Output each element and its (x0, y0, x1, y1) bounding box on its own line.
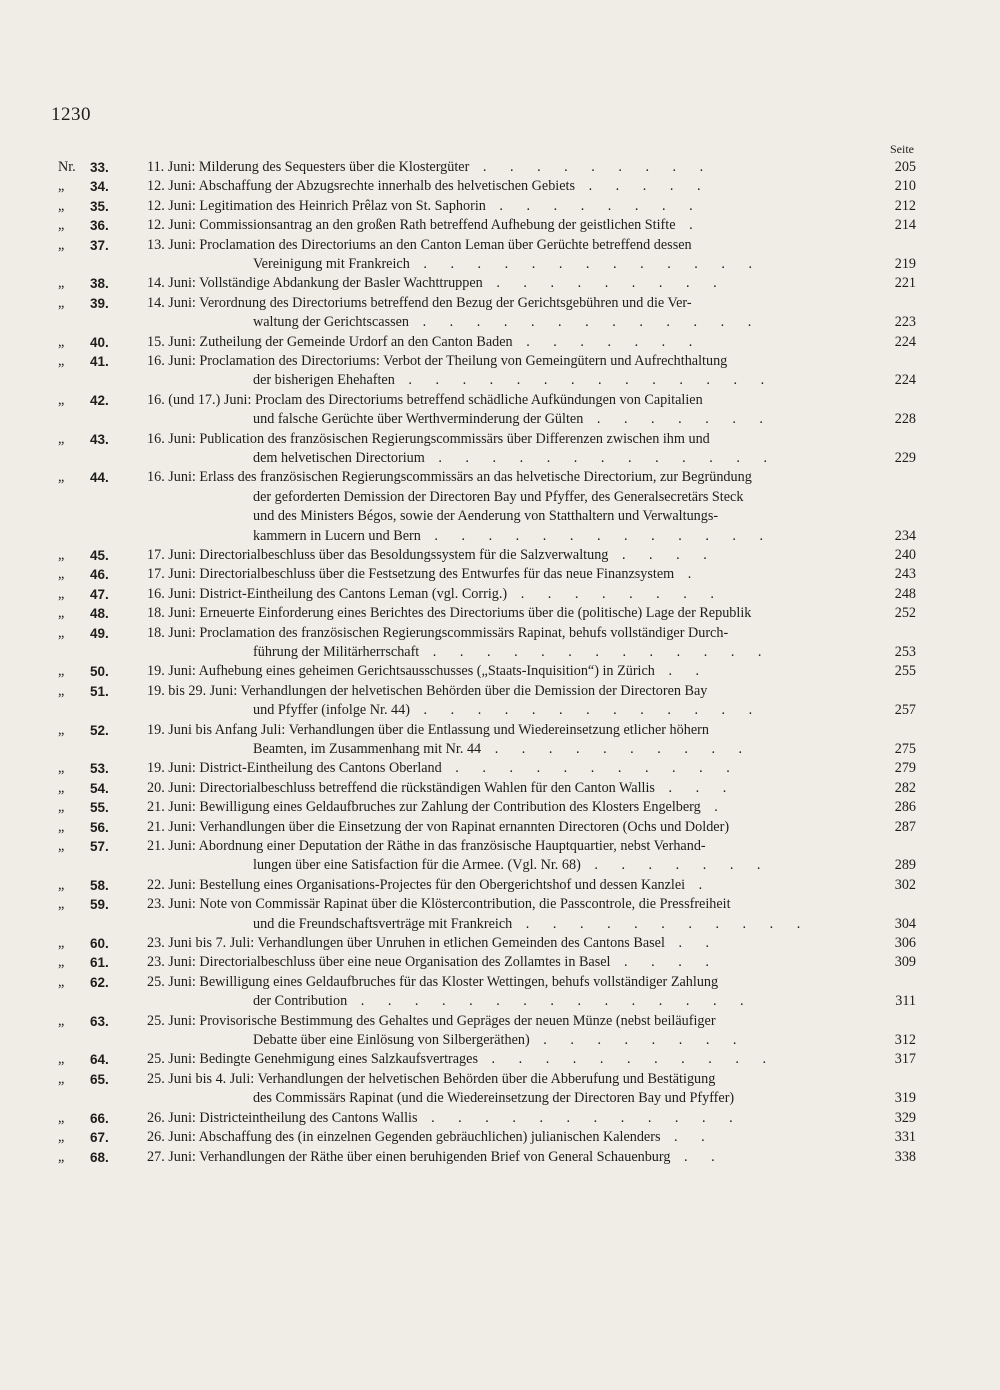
entry-title-text: 17. Juni: Directorialbeschluss über die Festsetzung des Entwurfes für das neue Finanzsystem (147, 566, 675, 583)
entry-prefix: „ (58, 178, 65, 195)
entry-page-number: 302 (894, 876, 916, 893)
entry-title-text: der Contribution (253, 993, 348, 1010)
leader-dots: . . . . . . . . . . . . . . (394, 372, 775, 389)
entry-number: 66. (90, 1110, 109, 1126)
entry-title-text: 26. Juni: Abschaffung des (in einzelnen Gegenden gebräuchlichen) julianischen Kalenders (147, 1129, 661, 1146)
entry-page-number: 306 (894, 935, 916, 952)
entry-page-number: 317 (894, 1051, 916, 1068)
toc-entry (0, 895, 1000, 934)
entry-title-text: 15. Juni: Zutheilung der Gemeinde Urdorf an den Canton Baden (147, 333, 513, 350)
entry-title-line (147, 546, 853, 565)
entry-prefix: „ (58, 275, 65, 292)
entry-title-text: und falsche Gerüchte über Werthverminderung der Gülten (253, 411, 584, 428)
entry-number: 39. (90, 295, 109, 311)
entry-prefix: „ (58, 799, 65, 816)
entry-title-line (147, 604, 853, 623)
entry-page-number: 287 (894, 818, 916, 835)
entry-prefix: „ (58, 430, 65, 447)
entry-page-number: 219 (894, 256, 916, 273)
entry-prefix: „ (58, 779, 65, 796)
entry-prefix: „ (58, 624, 65, 641)
entry-title-text: 21. Juni: Verhandlungen über die Einsetzung der von Rapinat ernannten Directoren (Ochs und Dolder) (147, 818, 730, 835)
entry-prefix: „ (58, 391, 65, 408)
toc-entry (0, 352, 1000, 391)
entry-title-line (147, 391, 853, 410)
entry-title-line (147, 818, 853, 837)
entry-title-text: 19. Juni: Aufhebung eines geheimen Gerichtsausschusses („Staats-Inquisition“) in Zürich (147, 663, 655, 680)
entry-page-number: 309 (894, 954, 916, 971)
entry-title-line (147, 507, 853, 526)
entry-page-number: 312 (894, 1032, 916, 1049)
entry-title-text: 13. Juni: Proclamation des Directoriums an den Canton Leman über Gerüchte betreffend dessen (147, 236, 692, 253)
entry-title-line (147, 313, 853, 332)
leader-dots: . (674, 566, 702, 583)
entry-page-number: 282 (894, 779, 916, 796)
toc-entry (0, 759, 1000, 778)
entry-title-line (147, 333, 853, 352)
entry-number: 35. (90, 198, 109, 214)
entry-title-line (147, 643, 853, 662)
leader-dots: . . . . . . . . . . . . . (409, 314, 762, 331)
entry-number: 65. (90, 1071, 109, 1087)
entry-title-line (147, 682, 853, 701)
entry-page-number: 289 (894, 857, 916, 874)
toc-entry (0, 798, 1000, 817)
entry-title-text: 19. bis 29. Juni: Verhandlungen der helvetischen Behörden über die Demission der Directoren Bay (147, 682, 708, 699)
entry-title-text: 16. Juni: Proclamation des Directoriums: Verbot der Theilung von Gemeingütern und Aufrechthaltung (147, 353, 728, 370)
entry-number: 38. (90, 276, 109, 292)
toc-entry (0, 934, 1000, 953)
entry-number: 34. (90, 179, 109, 195)
entry-prefix: „ (58, 818, 65, 835)
entry-number: 33. (90, 160, 109, 175)
toc-entry (0, 333, 1000, 352)
leader-dots: . . . . . . . . . . (481, 741, 753, 758)
entry-number: 52. (90, 722, 109, 738)
entry-title-line (147, 740, 853, 759)
leader-dots: . . . . . . . . . (482, 275, 727, 292)
entry-title-line (147, 759, 853, 778)
toc-entry (0, 779, 1000, 798)
entry-title-text: 21. Juni: Bewilligung eines Geldaufbruches zur Zahlung der Contribution des Klosters Engelberg (147, 799, 701, 816)
entry-number: 60. (90, 936, 109, 952)
entry-number: 68. (90, 1149, 109, 1165)
entry-page-number: 234 (894, 527, 916, 544)
entry-title-line (147, 527, 853, 546)
entry-number: 55. (90, 800, 109, 816)
toc-entry (0, 1050, 1000, 1069)
entry-number: 54. (90, 780, 109, 796)
entry-title-line (147, 449, 853, 468)
entry-title-line (147, 798, 853, 817)
entry-prefix: „ (58, 682, 65, 699)
entry-title-text: 19. Juni: District-Eintheilung des Cantons Oberland (147, 760, 442, 777)
entry-prefix: „ (58, 1109, 65, 1126)
entry-page-number: 240 (894, 547, 916, 564)
entry-title-text: 16. Juni: Erlass des französischen Regierungscommissärs an das helvetische Directorium, zur Begründung (147, 469, 752, 486)
entry-title-line (147, 915, 853, 934)
entry-title-line (147, 1148, 853, 1167)
entry-title-line (147, 255, 853, 274)
toc-entry (0, 546, 1000, 565)
toc-entry (0, 468, 1000, 546)
entry-title-line (147, 1128, 853, 1147)
entry-number: 49. (90, 625, 109, 641)
entry-number: 64. (90, 1052, 109, 1068)
entry-title-text: 11. Juni: Milderung des Sequesters über die Klostergüter (147, 159, 470, 175)
entry-title-text: kammern in Lucern und Bern (253, 527, 421, 544)
toc-entry (0, 624, 1000, 663)
leader-dots: . . (654, 663, 710, 680)
entry-prefix: „ (58, 547, 65, 564)
entry-number: 42. (90, 392, 109, 408)
entry-title-text: Debatte über eine Einlösung von Silbergeräthen) (253, 1032, 530, 1049)
entry-title-line (147, 585, 853, 604)
entry-title-line (147, 430, 853, 449)
entry-title-text: 20. Juni: Directorialbeschluss betreffend die rückständigen Wahlen für den Canton Wallis (147, 779, 655, 796)
entry-page-number: 286 (894, 799, 916, 816)
entry-page-number: 329 (894, 1109, 916, 1126)
entry-title-text: 25. Juni: Bedingte Genehmigung eines Salzkaufsvertrages (147, 1051, 478, 1068)
entry-title-line (147, 294, 853, 313)
toc-entry (0, 391, 1000, 430)
entry-title-line (147, 856, 853, 875)
entry-title-text: 23. Juni: Directorialbeschluss über eine neue Organisation des Zollamtes in Basel (147, 954, 611, 971)
leader-dots: . . . . . . . (583, 411, 773, 428)
entry-number: 48. (90, 606, 109, 622)
entry-title-line (147, 274, 853, 293)
toc-entry (0, 294, 1000, 333)
leader-dots: . (700, 799, 728, 816)
entry-prefix: „ (58, 954, 65, 971)
entry-title-line (147, 992, 853, 1011)
entry-title-text: Vereinigung mit Frankreich (253, 256, 410, 273)
leader-dots: . . . . . . . . . . . . . (420, 527, 774, 544)
entry-page-number: 255 (894, 663, 916, 680)
entry-title-line (147, 468, 853, 487)
entry-title-line (147, 1012, 853, 1031)
entry-number: 37. (90, 237, 109, 253)
toc-entry (0, 216, 1000, 235)
entry-title-text: und des Ministers Bégos, sowie der Aenderung von Statthaltern und Verwaltungs- (253, 508, 719, 525)
entry-number: 61. (90, 955, 109, 971)
entry-number: 50. (90, 664, 109, 680)
entry-number: 36. (90, 218, 109, 234)
entry-title-line (147, 662, 853, 681)
leader-dots: . . . . . . . . . . . . . (409, 702, 763, 719)
entry-prefix: „ (58, 605, 65, 622)
leader-dots: . . . . . . . . . . . . . (409, 256, 763, 273)
entry-title-text: und Pfyffer (infolge Nr. 44) (253, 702, 410, 719)
entry-title-line (147, 701, 853, 720)
entry-title-text: 23. Juni: Note von Commissär Rapinat über die Klöstercontribution, die Passcontrole, die Pressfreiheit (147, 896, 731, 913)
toc-entry (0, 430, 1000, 469)
entry-number: 44. (90, 470, 109, 486)
entry-title-line (147, 779, 853, 798)
entry-number: 45. (90, 548, 109, 564)
entry-title-line (147, 352, 853, 371)
entry-page-number: 224 (894, 333, 916, 350)
entry-title-text: der bisherigen Ehehaften (253, 372, 395, 389)
entry-page-number: 275 (894, 741, 916, 758)
entry-title-text: 17. Juni: Directorialbeschluss über das Besoldungssystem für die Salzverwaltung (147, 547, 609, 564)
leader-dots: . . . . (610, 954, 719, 971)
entry-number: 63. (90, 1013, 109, 1029)
entry-number: 47. (90, 586, 109, 602)
entry-title-text: 12. Juni: Legitimation des Heinrich Prêlaz von St. Saphorin (147, 197, 486, 214)
entry-title-text: der geforderten Demission der Directoren Bay und Pfyffer, des Generalsecretärs Steck (253, 488, 744, 505)
entry-page-number: 212 (894, 197, 916, 214)
leader-dots: . . . . . . . . (529, 1032, 747, 1049)
entry-title-line (147, 1109, 853, 1128)
entry-page-number: 228 (894, 411, 916, 428)
entry-prefix: „ (58, 876, 65, 893)
entry-title-text: 16. Juni: District-Eintheilung des Cantons Leman (vgl. Corrig.) (147, 585, 508, 602)
entry-title-text: führung der Militärherrschaft (253, 644, 420, 661)
toc-entry (0, 236, 1000, 275)
leader-dots: . . . . . (575, 178, 711, 195)
entry-number: 62. (90, 974, 109, 990)
entry-title-text: 12. Juni: Commissionsantrag an den großen Rath betreffend Aufhebung der geistlichen Stifte (147, 217, 676, 234)
toc-entry (0, 953, 1000, 972)
leader-dots: . . . . . . . (512, 333, 703, 350)
entry-title-text: und die Freundschaftsverträge mit Frankreich (253, 915, 513, 932)
entry-page-number: 243 (894, 566, 916, 583)
entry-page-number: 252 (894, 605, 916, 622)
entry-page-number: 331 (894, 1129, 916, 1146)
entry-title-line (147, 197, 853, 216)
toc-entry (0, 197, 1000, 216)
entry-prefix: „ (58, 1051, 65, 1068)
entry-title-line (147, 565, 853, 584)
toc-entry (0, 1070, 1000, 1109)
toc-entry (0, 682, 1000, 721)
entry-title-line (147, 1050, 853, 1069)
entry-prefix: „ (58, 1012, 65, 1029)
page-column-header: Seite (890, 142, 914, 156)
entry-page-number: 338 (894, 1148, 916, 1165)
entry-title-line (147, 953, 853, 972)
entry-page-number: 214 (894, 217, 916, 234)
entry-prefix: „ (58, 896, 65, 913)
entry-page-number: 311 (895, 993, 916, 1010)
entry-title-line (147, 488, 853, 507)
entry-title-line (147, 1070, 853, 1089)
entry-title-line (147, 177, 853, 196)
entry-title-line (147, 973, 853, 992)
entry-title-text: 12. Juni: Abschaffung der Abzugsrechte innerhalb des helvetischen Gebiets (147, 178, 576, 195)
entry-prefix: „ (58, 469, 65, 486)
toc-entry (0, 585, 1000, 604)
leader-dots: . . (660, 1129, 715, 1146)
entry-title-line (147, 837, 853, 856)
entry-title-line (147, 216, 853, 235)
toc-entry (0, 721, 1000, 760)
entry-page-number: 223 (894, 314, 916, 331)
leader-dots: . . . . . . . . . . . . . (419, 644, 772, 661)
toc-entry (0, 604, 1000, 623)
entry-title-text: 18. Juni: Proclamation des französischen Regierungscommissärs Rapinat, behufs vollständiger Durch- (147, 624, 729, 641)
entry-title-text: 26. Juni: Districteintheilung des Cantons Wallis (147, 1109, 418, 1126)
entry-title-text: 16. Juni: Publication des französischen Regierungscommissärs über Differenzen zwischen ihm und (147, 430, 710, 447)
entry-prefix: „ (58, 838, 65, 855)
entry-title-line (147, 721, 853, 740)
entry-page-number: 279 (894, 760, 916, 777)
toc-entry (0, 565, 1000, 584)
entry-title-line (147, 410, 853, 429)
leader-dots: . . . (654, 779, 737, 796)
toc-entry (0, 1109, 1000, 1128)
entry-page-number: 304 (894, 915, 916, 932)
entry-page-number: 319 (894, 1090, 916, 1107)
entry-title-text: 25. Juni: Provisorische Bestimmung des Gehaltes und Gepräges der neuen Münze (nebst beiläufiger (147, 1012, 716, 1029)
entry-title-line (147, 371, 853, 390)
entry-number: 41. (90, 354, 109, 370)
entry-title-text: 25. Juni bis 4. Juli: Verhandlungen der helvetischen Behörden über die Abberufung und Bestätigung (147, 1070, 716, 1087)
entry-number: 40. (90, 334, 109, 350)
entry-title-text: 14. Juni: Verordnung des Directoriums betreffend den Bezug der Gerichtsgebühren und die Ver- (147, 294, 692, 311)
entry-prefix: „ (58, 973, 65, 990)
entry-page-number: 253 (894, 644, 916, 661)
entry-number: 43. (90, 431, 109, 447)
entry-prefix: „ (58, 721, 65, 738)
entry-page-number: 248 (894, 585, 916, 602)
entry-page-number: 205 (894, 159, 916, 175)
toc-entry (0, 662, 1000, 681)
entry-prefix: „ (58, 1148, 65, 1165)
entry-title-line (147, 624, 853, 643)
entry-prefix: „ (58, 1070, 65, 1087)
leader-dots: . . . . . . . . . . . (441, 760, 740, 777)
leader-dots: . . . . . . . . . . . (477, 1051, 776, 1068)
entry-title-text: waltung der Gerichtscassen (253, 314, 410, 331)
entry-prefix: „ (58, 585, 65, 602)
toc-entry (0, 1012, 1000, 1051)
entry-title-text: lungen über eine Satisfaction für die Armee. (Vgl. Nr. 68) (253, 857, 581, 874)
entry-title-line (147, 158, 853, 177)
entry-title-line (147, 1089, 853, 1108)
entry-title-text: 19. Juni bis Anfang Juli: Verhandlungen über die Entlassung und Wiedereinsetzung etlicher höhern (147, 721, 709, 738)
entry-title-text: 16. (und 17.) Juni: Proclam des Directoriums betreffend schädliche Aufkündungen von Capitalien (147, 391, 703, 408)
entry-title-text: 22. Juni: Bestellung eines Organisations-Projectes für den Obergerichtshof und dessen Kanzlei (147, 876, 686, 893)
entry-title-text: 21. Juni: Abordnung einer Deputation der Räthe in das französische Hauptquartier, nebst Verhand- (147, 838, 706, 855)
entry-prefix: „ (58, 236, 65, 253)
entry-number: 67. (90, 1130, 109, 1146)
entry-title-line (147, 895, 853, 914)
entry-title-text: 25. Juni: Bewilligung eines Geldaufbruches für das Kloster Wettingen, behufs vollständiger Zahlung (147, 973, 719, 990)
leader-dots: . . . . . . . . . . . . . (424, 450, 777, 467)
toc-entry (0, 1148, 1000, 1167)
entry-title-text: 14. Juni: Vollständige Abdankung der Basler Wachttruppen (147, 275, 483, 292)
toc-entry (0, 177, 1000, 196)
entry-title-text: des Commissärs Rapinat (und die Wiedereinsetzung der Directoren Bay und Pfyffer) (253, 1090, 735, 1107)
entry-page-number: 224 (894, 372, 916, 389)
entry-page-number: 229 (894, 450, 916, 467)
leader-dots: . . . . . . . . . (469, 159, 714, 175)
entry-title-line (147, 236, 853, 255)
leader-dots: . . . . . . . . . . . . . . . (347, 993, 754, 1010)
entry-title-text: 27. Juni: Verhandlungen der Räthe über einen beruhigenden Brief von General Schauenburg (147, 1148, 671, 1165)
toc-entry (0, 274, 1000, 293)
toc-entry (0, 973, 1000, 1012)
entry-prefix: „ (58, 566, 65, 583)
leader-dots: . . . . . . . . . . . . (417, 1109, 743, 1126)
entry-number: 51. (90, 683, 109, 699)
leader-dots: . . . . . . . . (507, 585, 724, 602)
toc-entry (0, 837, 1000, 876)
toc-entry (0, 158, 1000, 177)
entry-prefix: „ (58, 294, 65, 311)
entry-number: 53. (90, 761, 109, 777)
entry-prefix: „ (58, 663, 65, 680)
leader-dots: . . (670, 1148, 725, 1165)
leader-dots: . (685, 876, 713, 893)
leader-dots: . (675, 217, 703, 234)
leader-dots: . . . . . . . (580, 857, 771, 874)
entry-number: 57. (90, 839, 109, 855)
entry-prefix: „ (58, 760, 65, 777)
entry-prefix: „ (58, 935, 65, 952)
entry-prefix: „ (58, 353, 65, 370)
leader-dots: . . . . . . . . (485, 197, 703, 214)
entry-title-text: 23. Juni bis 7. Juli: Verhandlungen über Unruhen in etlichen Gemeinden des Cantons Basel (147, 935, 665, 952)
entry-title-line (147, 1031, 853, 1050)
entry-number: 56. (90, 819, 109, 835)
entry-page-number: 257 (894, 702, 916, 719)
entry-title-line (147, 876, 853, 895)
toc-entry (0, 1128, 1000, 1147)
entry-page-number: 210 (894, 178, 916, 195)
entry-number: 46. (90, 567, 109, 583)
toc-entry (0, 818, 1000, 837)
toc-entry (0, 876, 1000, 895)
leader-dots: . . . . . . . . . . . (512, 915, 811, 932)
table-of-contents (0, 158, 1000, 1167)
entry-prefix: „ (58, 1129, 65, 1146)
entry-prefix: „ (58, 217, 65, 234)
entry-number: 58. (90, 877, 109, 893)
entry-prefix: Nr. (58, 159, 76, 175)
page-number: 1230 (51, 104, 91, 125)
leader-dots: . . (664, 935, 720, 952)
entry-prefix: „ (58, 197, 65, 214)
entry-page-number: 221 (894, 275, 916, 292)
leader-dots: . . . . (608, 547, 717, 564)
entry-title-line (147, 934, 853, 953)
entry-title-text: 18. Juni: Erneuerte Einforderung eines Berichtes des Directoriums über die (politische) Lage der Republik (147, 605, 752, 622)
entry-title-text: Beamten, im Zusammenhang mit Nr. 44 (253, 741, 482, 758)
entry-title-text: dem helvetischen Directorium (253, 450, 425, 467)
entry-number: 59. (90, 897, 109, 913)
entry-prefix: „ (58, 333, 65, 350)
